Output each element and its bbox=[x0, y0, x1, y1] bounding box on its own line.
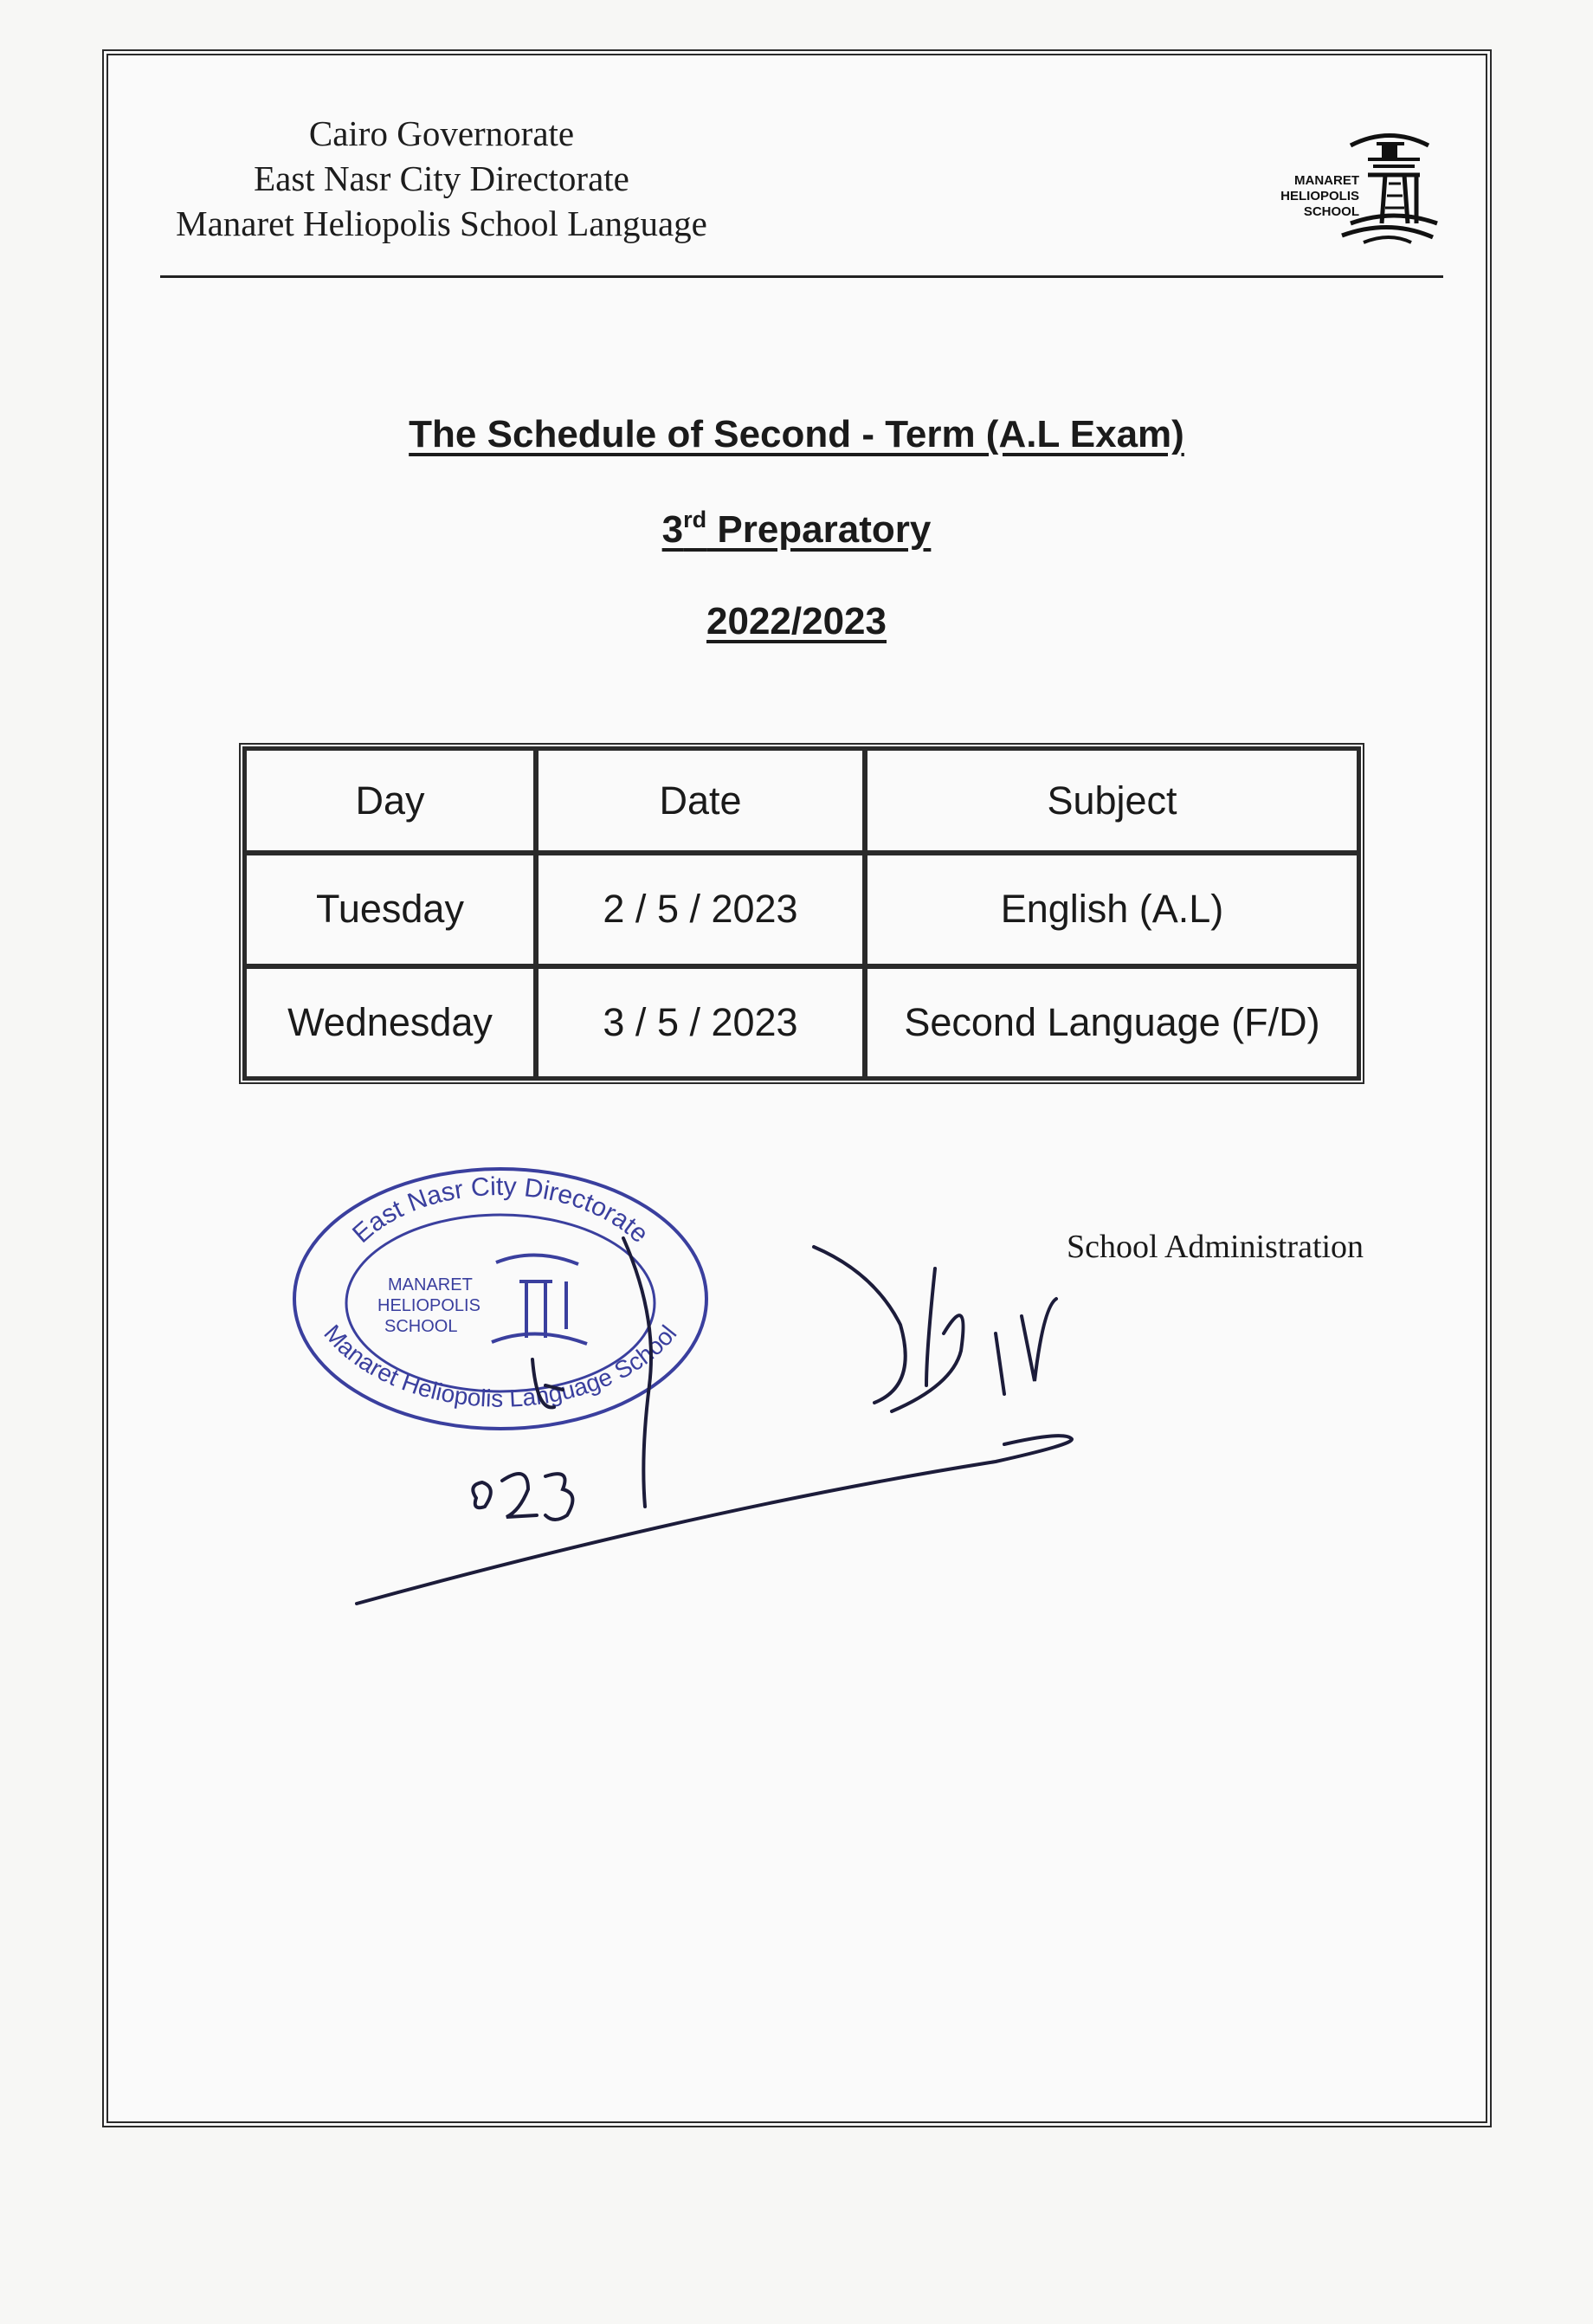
cell-date: 2 / 5 / 2023 bbox=[536, 853, 865, 965]
grade-label: Preparatory bbox=[706, 508, 932, 551]
header-subject: Subject bbox=[865, 748, 1359, 853]
school-line: Manaret Heliopolis School Language bbox=[176, 203, 707, 243]
stamp-inner-3: SCHOOL bbox=[384, 1317, 458, 1336]
header-day: Day bbox=[244, 748, 536, 853]
school-logo bbox=[1247, 121, 1446, 251]
exam-schedule-table bbox=[239, 743, 1364, 1084]
school-administration-label: School Administration bbox=[1067, 1229, 1364, 1265]
stamp-lighthouse-icon bbox=[492, 1255, 587, 1344]
cell-day: Tuesday bbox=[244, 853, 536, 965]
grade-title bbox=[0, 507, 1593, 552]
page-border bbox=[102, 49, 1492, 2127]
table-row bbox=[244, 966, 1359, 1079]
grade-suffix: rd bbox=[683, 507, 707, 533]
header-date: Date bbox=[536, 748, 865, 853]
grade-ordinal: 3 bbox=[661, 508, 684, 551]
header-divider bbox=[160, 275, 1443, 278]
schedule-title: The Schedule of Second - Term (A.L Exam) bbox=[409, 413, 1184, 455]
stamp-inner-1: MANARET bbox=[388, 1275, 473, 1294]
cell-day: Wednesday bbox=[244, 966, 536, 1079]
academic-year: 2022/2023 bbox=[706, 600, 887, 642]
governorate-line: Cairo Governorate bbox=[308, 113, 575, 153]
cell-subject: Second Language (F/D) bbox=[865, 966, 1359, 1079]
table-header-row bbox=[244, 748, 1359, 853]
cell-subject: English (A.L) bbox=[865, 853, 1359, 965]
stamp-outer-bottom: Manaret Heliopolis Language School bbox=[319, 1319, 682, 1412]
stamp-inner-2: HELIOPOLIS bbox=[377, 1296, 480, 1315]
logo-line-2: HELIOPOLIS bbox=[1280, 189, 1359, 203]
table-row bbox=[244, 853, 1359, 965]
logo-line-1: MANARET bbox=[1294, 173, 1359, 188]
directorate-line: East Nasr City Directorate bbox=[254, 158, 629, 198]
logo-text bbox=[1247, 173, 1359, 220]
cell-date: 3 / 5 / 2023 bbox=[536, 966, 865, 1079]
institution-header bbox=[156, 111, 727, 246]
directorate-stamp bbox=[275, 1152, 726, 1437]
stamp-outer-top: East Nasr City Directorate bbox=[347, 1172, 655, 1249]
logo-line-3: SCHOOL bbox=[1303, 204, 1359, 219]
